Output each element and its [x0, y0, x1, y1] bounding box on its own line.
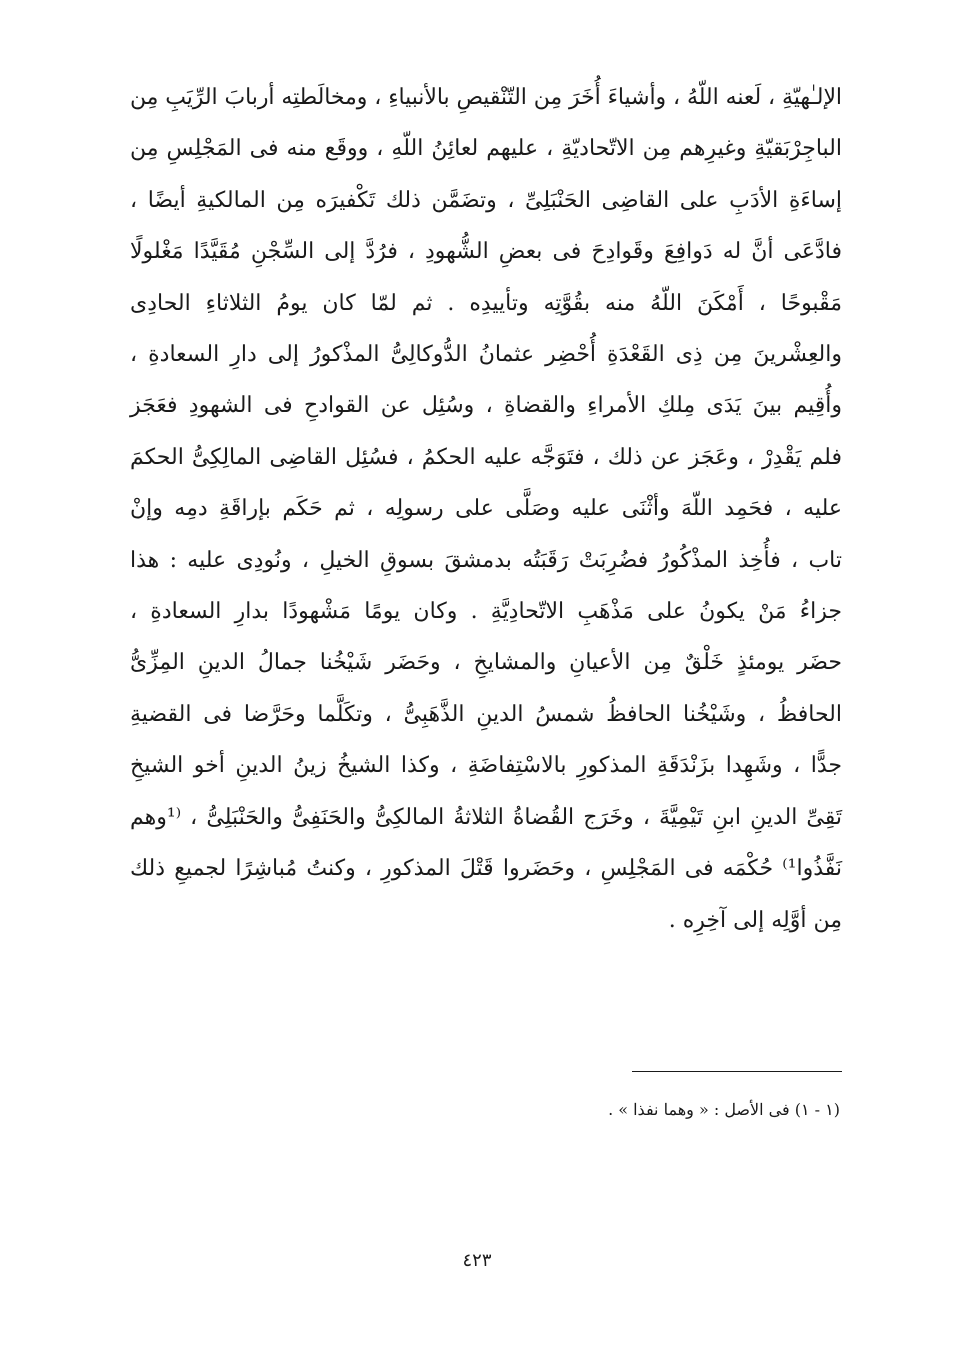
footnote-divider	[632, 1071, 842, 1072]
text-line: إساءَةِ الأدَبِ على القاضِى الحَنْبَلِىِّ ، وتضَمَّن ذلك تَكْفيرَه مِن المالكيةِ أيضًا ،	[130, 187, 842, 213]
text-line: مَقْبوحًا ، أَمْكَنَ اللّهُ منه بقُوَّتِه وتأييدِه . ثم لمّا كان يومُ الثلاثاءِ الحادِى	[130, 290, 842, 316]
text-line: نَفَّذُوا¹⁾ حُكْمَه فى المَجْلِسِ ، وحَضَروا قَتْلَ المذكورِ ، وكنتُ مُباشِرًا لجميعِ ذلك	[130, 856, 842, 882]
text-line: تَقِىِّ الدينِ ابنِ تَيْمِيَّةَ ، وخَرَج القُضاةُ الثلاثةُ المالكِىُّ والحَنَفِىُّ والحَنْبَلِىُّ ، ⁽¹وهم	[130, 804, 842, 830]
text-line: جدًّا ، وشَهِدا بزَنْدَقَةِ المذكورِ بالاسْتِفاضَةِ ، وكذا الشيخُ زينُ الدينِ أخو الشيخِ	[130, 753, 842, 779]
text-line: وأُقِيم بينَ يَدَى مِلكِ الأمراءِ والقضاةِ ، وسُئِل عن القوادحِ فى الشهودِ فعَجَز	[130, 393, 842, 419]
text-line: والعِشْرينَ مِن ذِى القَعْدَةِ أُحْضِر عثمانُ الدُّوكالِىُّ المذْكورُ إلى دارِ السعادةِ ،	[130, 342, 842, 368]
footnote: (١ - ١) فى الأصل : « وهما نفذا » .	[608, 1100, 840, 1119]
text-line: الباجِرْبَقيّةِ وغيرِهم مِن الاتّحاديّةِ ، عليهم لعائِنُ اللّهِ ، ووقَع منه فى المَجْلِسِ مِن	[130, 136, 842, 162]
text-line-last: مِن أوَّلِه إلى آخِرِه .	[668, 907, 842, 933]
main-text-block	[130, 72, 842, 946]
text-line: الحافظُ ، وشَيْخُنا الحافظُ شمسُ الدينِ الذَّهَبِىُّ ، وتكَلَّما وحَرَّضا فى القضيةِ	[130, 701, 842, 727]
page-number: ٤٢٣	[462, 1250, 492, 1271]
text-line: جزاءُ مَنْ يكونُ على مَذْهَبِ الاتّحادِيَّةِ . وكان يومًا مَشْهودًا بدارِ السعادةِ ،	[130, 599, 842, 625]
text-line: فلم يَقْدِرْ ، وعَجَز عن ذلك ، فتَوَجَّه عليه الحكمُ ، فسُئِل القاضِى المالِكِىُّ الحكمَ	[130, 444, 842, 470]
text-line: فادَّعَى أنَّ له دَوافِعَ وقَوادِحَ فى بعضِ الشُّهودِ ، فرُدَّ إلى السِّجْنِ مُقَيَّدًا مَغْلولًا	[130, 239, 842, 265]
text-line: حضَر يومئذٍ خَلْقٌ مِن الأعيانِ والمشايخِ ، وحَضَر شَيْخُنا جمالُ الدينِ المِزِّىُّ	[130, 650, 842, 676]
text-line: تاب ، فأُخِذ المذْكُورُ فضُرِبَتْ رَقَبَتُه بدمشقَ بسوقِ الخيلِ ، ونُودِى عليه : هذا	[130, 547, 842, 573]
text-line: عليه ، فحَمِد اللّهَ وأثْنَى عليه وصَلَّى على رسولِه ، ثم حَكَم بإراقَةِ دمِه وإنْ	[130, 496, 842, 522]
text-line: الإلـٰهيّةِ ، لَعنه اللّهُ ، وأشياءَ أُخَرَ مِن التّنْقيصِ بالأنبياءِ ، ومخالَطتِه أربابَ الرِّيَبِ مِن	[130, 85, 842, 110]
